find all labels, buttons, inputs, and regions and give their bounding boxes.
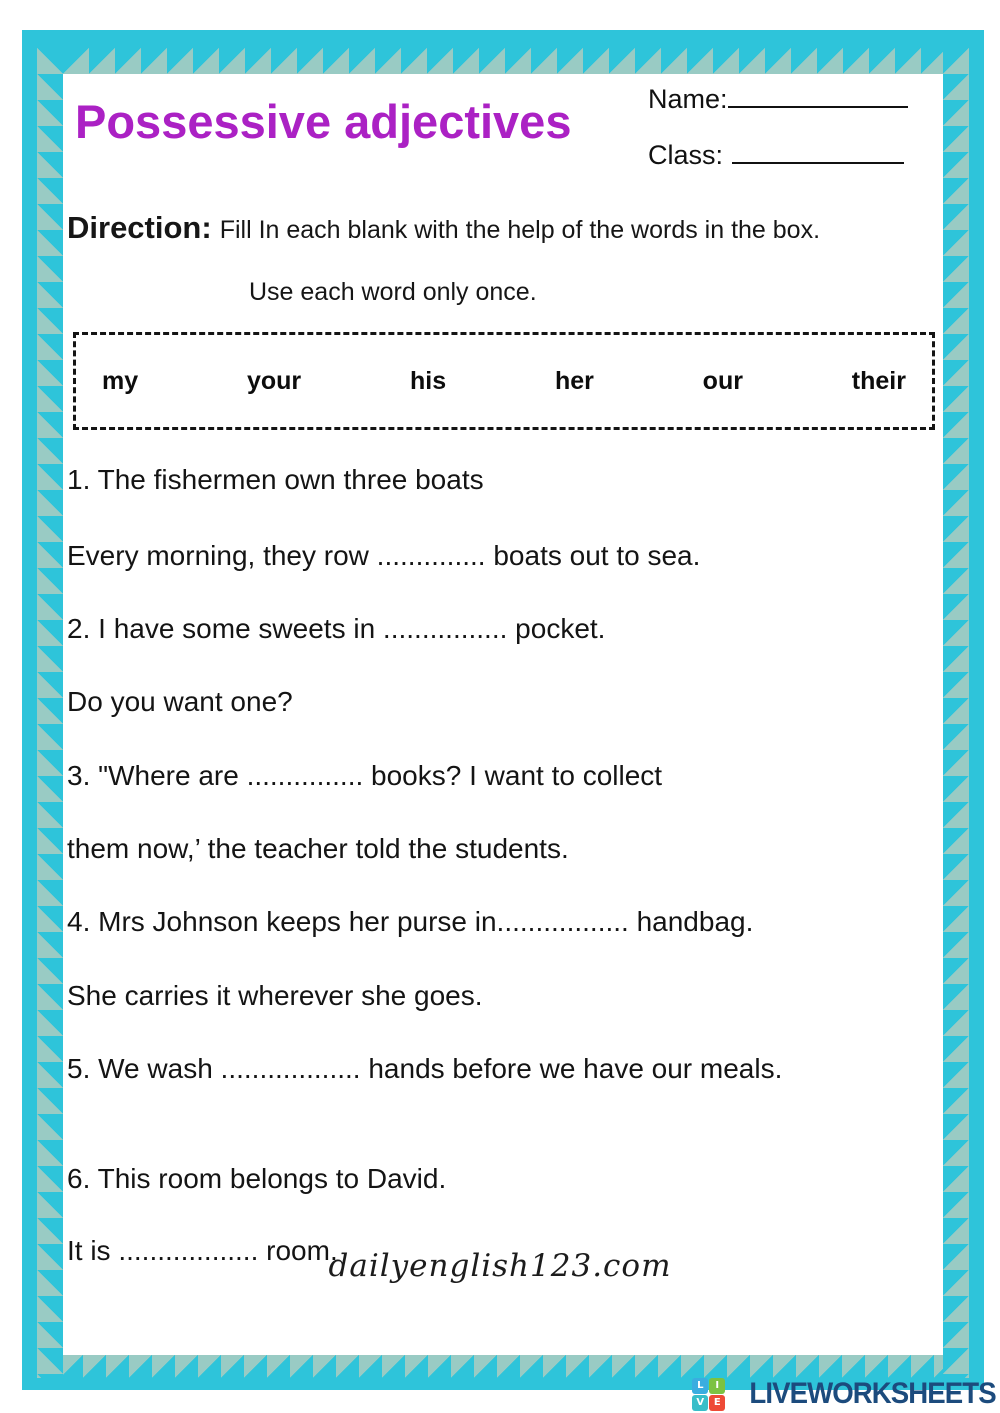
name-label: Name: [648,84,728,114]
sentence-line-4b: She carries it wherever she goes. [67,980,483,1011]
triangle-border-left [37,48,63,1378]
logo-square-e: E [709,1395,725,1411]
name-field-row [648,82,908,115]
word-bank-box [73,332,935,430]
worksheet-content [63,74,943,1355]
sentence-line-2b: Do you want one? [67,686,293,717]
sentence-line-3b: them now,’ the teacher told the students. [67,833,569,864]
direction-note: Use each word only once. [249,278,537,306]
triangle-border-bottom [37,1355,969,1378]
logo-squares [692,1378,725,1411]
word-bank-item-their: their [851,366,906,395]
word-bank-item-his: his [409,366,447,395]
footer-site-text: dailyenglish123.com [328,1248,672,1284]
triangle-border-top [37,48,969,74]
class-blank-line [732,138,904,164]
page-title: Possessive adjectives [75,95,572,148]
direction-label: Direction: [67,210,212,245]
class-label: Class: [648,140,724,170]
sentence-line-6b[interactable]: It is .................. room. [67,1235,338,1266]
sentence-line-6a: 6. This room belongs to David. [67,1163,447,1194]
direction-row [67,210,820,246]
word-bank-item-my: my [102,366,139,395]
logo-wordmark: LIVEWORKSHEETS [749,1377,996,1410]
word-bank-item-our: our [702,366,743,395]
direction-text: Fill In each blank with the help of the words in the box. [219,216,821,244]
sentence-line-1b[interactable]: Every morning, they row .............. boats out to sea. [67,540,701,571]
logo-square-v: V [692,1395,708,1411]
name-blank-line [728,82,908,108]
sentence-line-2a[interactable]: 2. I have some sweets in ................ pocket. [67,613,606,644]
logo-square-l: L [692,1378,708,1394]
class-field-row [648,138,904,171]
logo-square-i: I [709,1378,725,1394]
word-bank-item-your: your [246,366,302,395]
sentence-line-1a: 1. The fishermen own three boats [67,464,484,495]
triangle-border-right [943,48,969,1378]
word-bank-item-her: her [554,366,594,395]
liveworksheets-logo[interactable] [692,1376,996,1412]
sentence-line-3a[interactable]: 3. "Where are ............... books? I want to collect [67,760,663,791]
sentence-line-5[interactable]: 5. We wash .................. hands before we have our meals. [67,1053,783,1084]
sentence-line-4a[interactable]: 4. Mrs Johnson keeps her purse in................. handbag. [67,906,754,937]
